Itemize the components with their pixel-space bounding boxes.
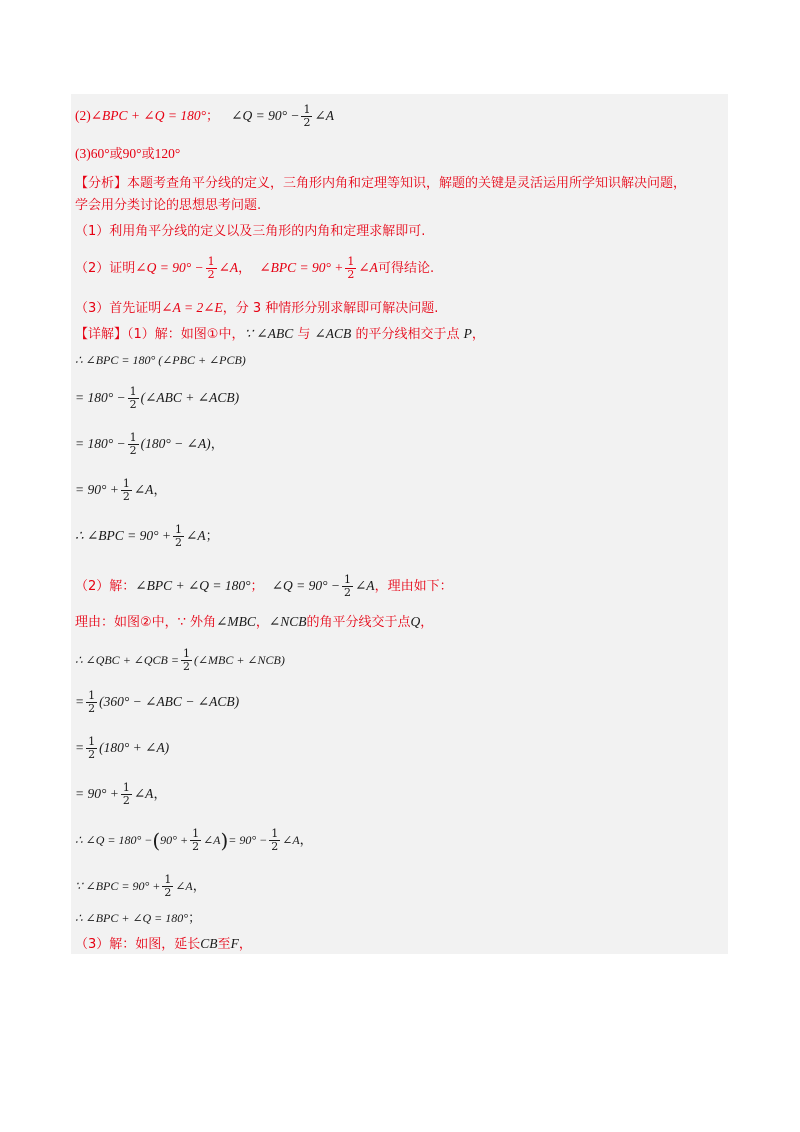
fraction: $\frac{1}{2}$ — [344, 573, 351, 599]
step-1-3: = 180° − $\frac{1}{2}$ (180° − ∠A)， — [75, 431, 224, 457]
fraction: $\frac{1}{2}$ — [347, 255, 355, 281]
detail-line-1: 【详解】（1）解：如图①中，∵ ∠ABC 与 ∠ACB 的平分线相交于点 P， — [75, 326, 485, 342]
step-2-1: ∴ ∠QBC + ∠QCB = $\frac{1}{2}$ (∠MBC + ∠NCB) — [75, 647, 285, 673]
answer-3-line: (3)60°或90°或120° — [75, 146, 181, 162]
analysis-tag: 【分析】 — [75, 176, 128, 191]
fraction: $\frac{1}{2}$ — [88, 689, 96, 715]
analysis-point-1: （1）利用角平分线的定义以及三角形的内角和定理求解即可. — [75, 224, 426, 239]
step-1-4: = 90° + $\frac{1}{2}$ ∠A， — [75, 477, 167, 503]
fraction: $\frac{1}{2}$ — [271, 827, 279, 853]
detail-line-2: （2）解：∠BPC + ∠Q = 180°； ∠Q = 90° − $\frac{1}{2}$ ∠A，理由如下： — [75, 573, 453, 599]
step-2-4: = 90° + $\frac{1}{2}$ ∠A， — [75, 781, 167, 807]
fraction: $\frac{1}{2}$ — [164, 873, 172, 899]
detail-line-3: （3）解：如图，延长CB至F， — [75, 936, 252, 952]
fraction: $\frac{1}{2}$ — [303, 103, 311, 129]
fraction: $\frac{1}{2}$ — [129, 385, 137, 411]
answer-2-line: (2)∠BPC + ∠Q = 180°； ∠Q = 90° − $\frac{1}{2}$ ∠A — [75, 103, 335, 129]
step-1-1: ∴ ∠BPC = 180° (∠PBC + ∠PCB) — [75, 353, 246, 367]
fraction: $\frac{1}{2}$ — [122, 781, 130, 807]
fraction: $\frac{1}{2}$ — [122, 477, 130, 503]
fraction: $\frac{1}{2}$ — [182, 647, 190, 673]
step-2-3: = $\frac{1}{2}$ (180° + ∠A) — [75, 735, 170, 761]
step-1-5: ∴ ∠BPC = 90° + $\frac{1}{2}$ ∠A； — [75, 523, 219, 549]
analysis-point-2: （2）证明∠Q = 90° − $\frac{1}{2}$ ∠A， ∠BPC = 90° + $\frac{1}{2}$ ∠A可得结论. — [75, 255, 435, 281]
fraction: $\frac{1}{2}$ — [129, 431, 137, 457]
fraction: $\frac{1}{2}$ — [175, 523, 183, 549]
step-2-7: ∴ ∠BPC + ∠Q = 180°； — [75, 911, 202, 926]
detail-tag: 【详解】 — [75, 327, 128, 342]
step-2-6: ∵ ∠BPC = 90° + $\frac{1}{2}$ ∠A， — [75, 873, 206, 899]
analysis-point-3: （3）首先证明∠A = 2∠E，分 3 种情形分别求解即可解决问题. — [75, 300, 439, 316]
analysis-line-1: 【分析】本题考查角平分线的定义，三角形内角和定理等知识，解题的关键是灵活运用所学知识解决问题， — [75, 176, 687, 191]
fraction: $\frac{1}{2}$ — [207, 255, 215, 281]
analysis-line-2: 学会用分类讨论的思想思考问题. — [75, 198, 262, 213]
step-1-2: = 180° − $\frac{1}{2}$ (∠ABC + ∠ACB) — [75, 385, 240, 411]
reason-line: 理由：如图②中，∵ 外角∠MBC，∠NCB的角平分线交于点Q， — [75, 614, 434, 630]
step-2-2: = $\frac{1}{2}$ (360° − ∠ABC − ∠ACB) — [75, 689, 240, 715]
step-2-5: ∴ ∠Q = 180° −(90° + $\frac{1}{2}$ ∠A)= 90° − $\frac{1}{2}$ ∠A， — [75, 827, 313, 853]
fraction: $\frac{1}{2}$ — [192, 827, 200, 853]
fraction: $\frac{1}{2}$ — [88, 735, 96, 761]
